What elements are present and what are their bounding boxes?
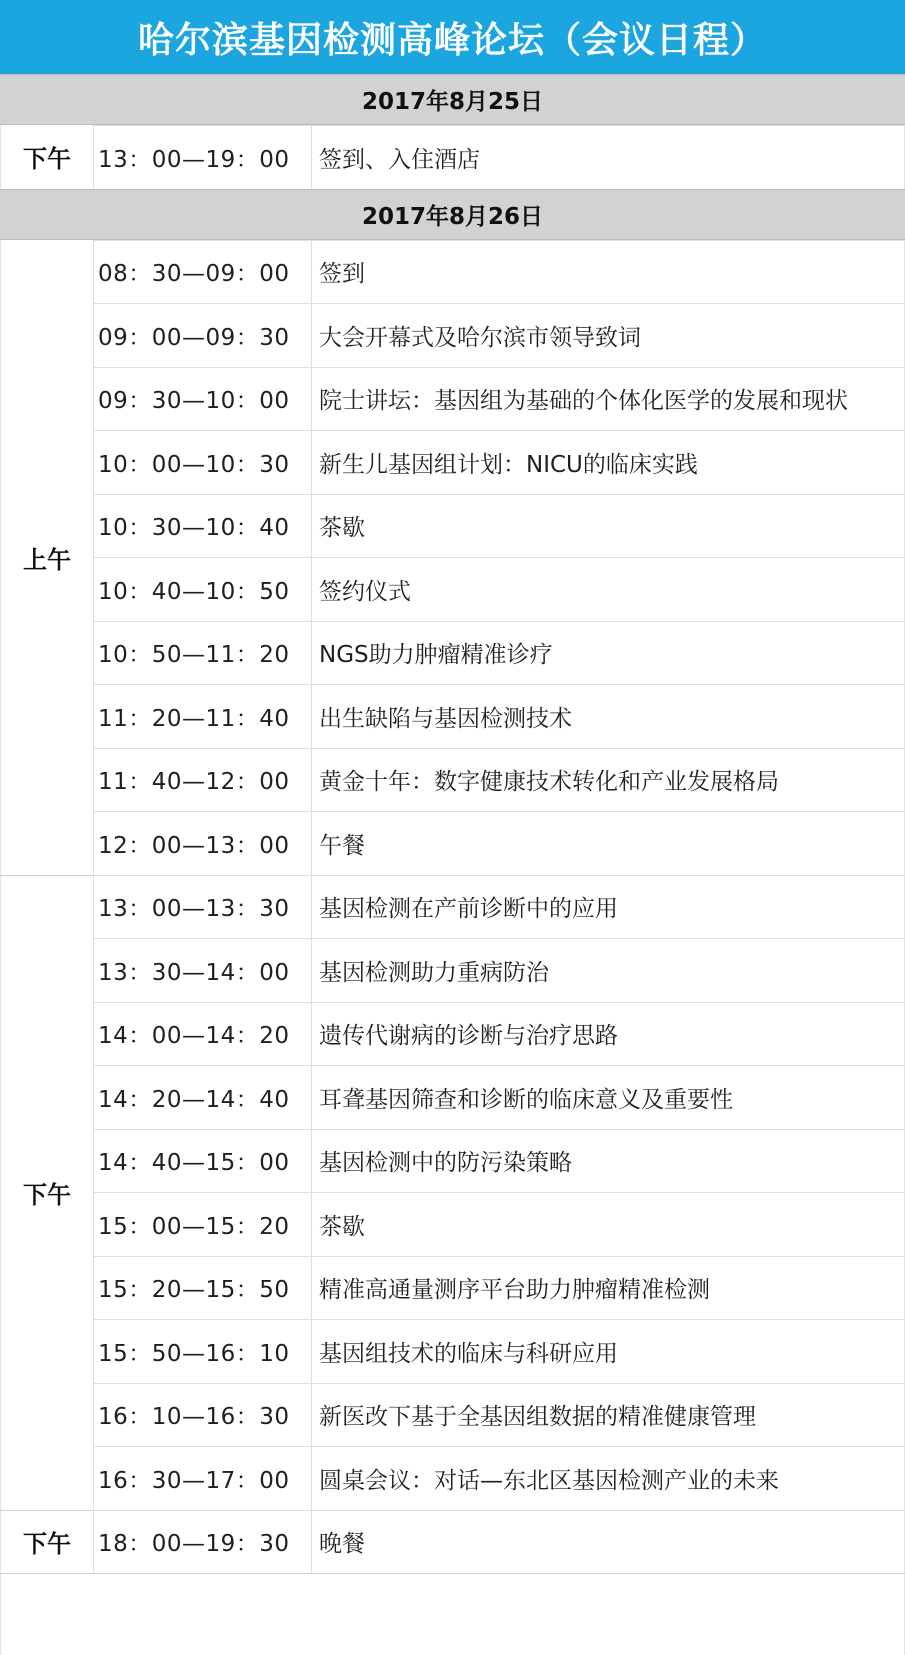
event-cell: 基因检测助力重病防治: [311, 939, 905, 1002]
period-label: 下午: [23, 1180, 71, 1209]
table-row: [94, 240, 905, 304]
table-row: [94, 125, 905, 189]
event-cell: 黄金十年：数字健康技术转化和产业发展格局: [311, 749, 905, 812]
event-cell: 基因检测在产前诊断中的应用: [311, 876, 905, 939]
event-cell: 签到: [311, 241, 905, 304]
time-cell: 14：20—14：40: [98, 1086, 290, 1113]
time-cell: 14：00—14：20: [98, 1023, 290, 1050]
time-cell: 08：30—09：00: [98, 261, 290, 288]
event-cell: 耳聋基因筛查和诊断的临床意义及重要性: [311, 1066, 905, 1129]
event-cell: 院士讲坛：基因组为基础的个体化医学的发展和现状: [311, 368, 905, 431]
table-row: [94, 621, 905, 685]
time-cell: 15：20—15：50: [98, 1277, 290, 1304]
table-row: [94, 1446, 905, 1510]
table-row: [94, 367, 905, 431]
event-cell: 茶歇: [311, 1193, 905, 1256]
table-row: [94, 875, 905, 939]
time-cell: 09：00—09：30: [98, 324, 290, 351]
table-row: [94, 303, 905, 367]
page-title: 哈尔滨基因检测高峰论坛（会议日程）: [0, 0, 905, 74]
time-cell: 13：00—19：00: [98, 146, 290, 173]
event-cell: 午餐: [311, 812, 905, 875]
table-row: [94, 1319, 905, 1383]
table-row: [94, 430, 905, 494]
time-cell: 10：00—10：30: [98, 451, 290, 478]
time-cell: 11：40—12：00: [98, 769, 290, 796]
event-cell: 大会开幕式及哈尔滨市领导致词: [311, 304, 905, 367]
time-cell: 10：50—11：20: [98, 642, 290, 669]
table-row: [94, 748, 905, 812]
period-label: 下午: [23, 1529, 71, 1558]
time-cell: 16：10—16：30: [98, 1404, 290, 1431]
event-cell: 茶歇: [311, 495, 905, 558]
table-row: [94, 1383, 905, 1447]
event-cell: 基因检测中的防污染策略: [311, 1130, 905, 1193]
time-cell: 13：30—14：00: [98, 959, 290, 986]
table-row: [94, 1065, 905, 1129]
event-cell: 新生儿基因组计划：NICU的临床实践: [311, 431, 905, 494]
time-cell: 12：00—13：00: [98, 832, 290, 859]
event-cell: 签约仪式: [311, 558, 905, 621]
event-cell: NGS助力肿瘤精准诊疗: [311, 622, 905, 685]
time-cell: 10：40—10：50: [98, 578, 290, 605]
event-cell: 圆桌会议：对话—东北区基因检测产业的未来: [311, 1447, 905, 1510]
table-row: [94, 811, 905, 875]
table-row: [94, 1129, 905, 1193]
event-cell: 基因组技术的临床与科研应用: [311, 1320, 905, 1383]
time-cell: 10：30—10：40: [98, 515, 290, 542]
event-cell: 出生缺陷与基因检测技术: [311, 685, 905, 748]
table-row: [94, 494, 905, 558]
time-cell: 14：40—15：00: [98, 1150, 290, 1177]
block-separator: [0, 1573, 905, 1574]
time-cell: 09：30—10：00: [98, 388, 290, 415]
time-cell: 15：50—16：10: [98, 1340, 290, 1367]
period-label: 上午: [23, 545, 71, 574]
period-label: 下午: [23, 145, 71, 174]
date-header: 2017年8月25日: [0, 74, 905, 125]
time-cell: 11：20—11：40: [98, 705, 290, 732]
table-row: [94, 684, 905, 748]
event-cell: 签到、入住酒店: [311, 126, 905, 189]
event-cell: 晚餐: [311, 1511, 905, 1574]
time-cell: 18：00—19：30: [98, 1531, 290, 1558]
time-cell: 15：00—15：20: [98, 1213, 290, 1240]
event-cell: 新医改下基于全基因组数据的精准健康管理: [311, 1384, 905, 1447]
table-row: [94, 938, 905, 1002]
table-row: [94, 1510, 905, 1574]
table-row: [94, 1192, 905, 1256]
table-row: [94, 1002, 905, 1066]
event-cell: 精准高通量测序平台助力肿瘤精准检测: [311, 1257, 905, 1320]
table-row: [94, 557, 905, 621]
time-cell: 13：00—13：30: [98, 896, 290, 923]
time-cell: 16：30—17：00: [98, 1467, 290, 1494]
date-header: 2017年8月26日: [0, 189, 905, 240]
event-cell: 遗传代谢病的诊断与治疗思路: [311, 1003, 905, 1066]
table-row: [94, 1256, 905, 1320]
